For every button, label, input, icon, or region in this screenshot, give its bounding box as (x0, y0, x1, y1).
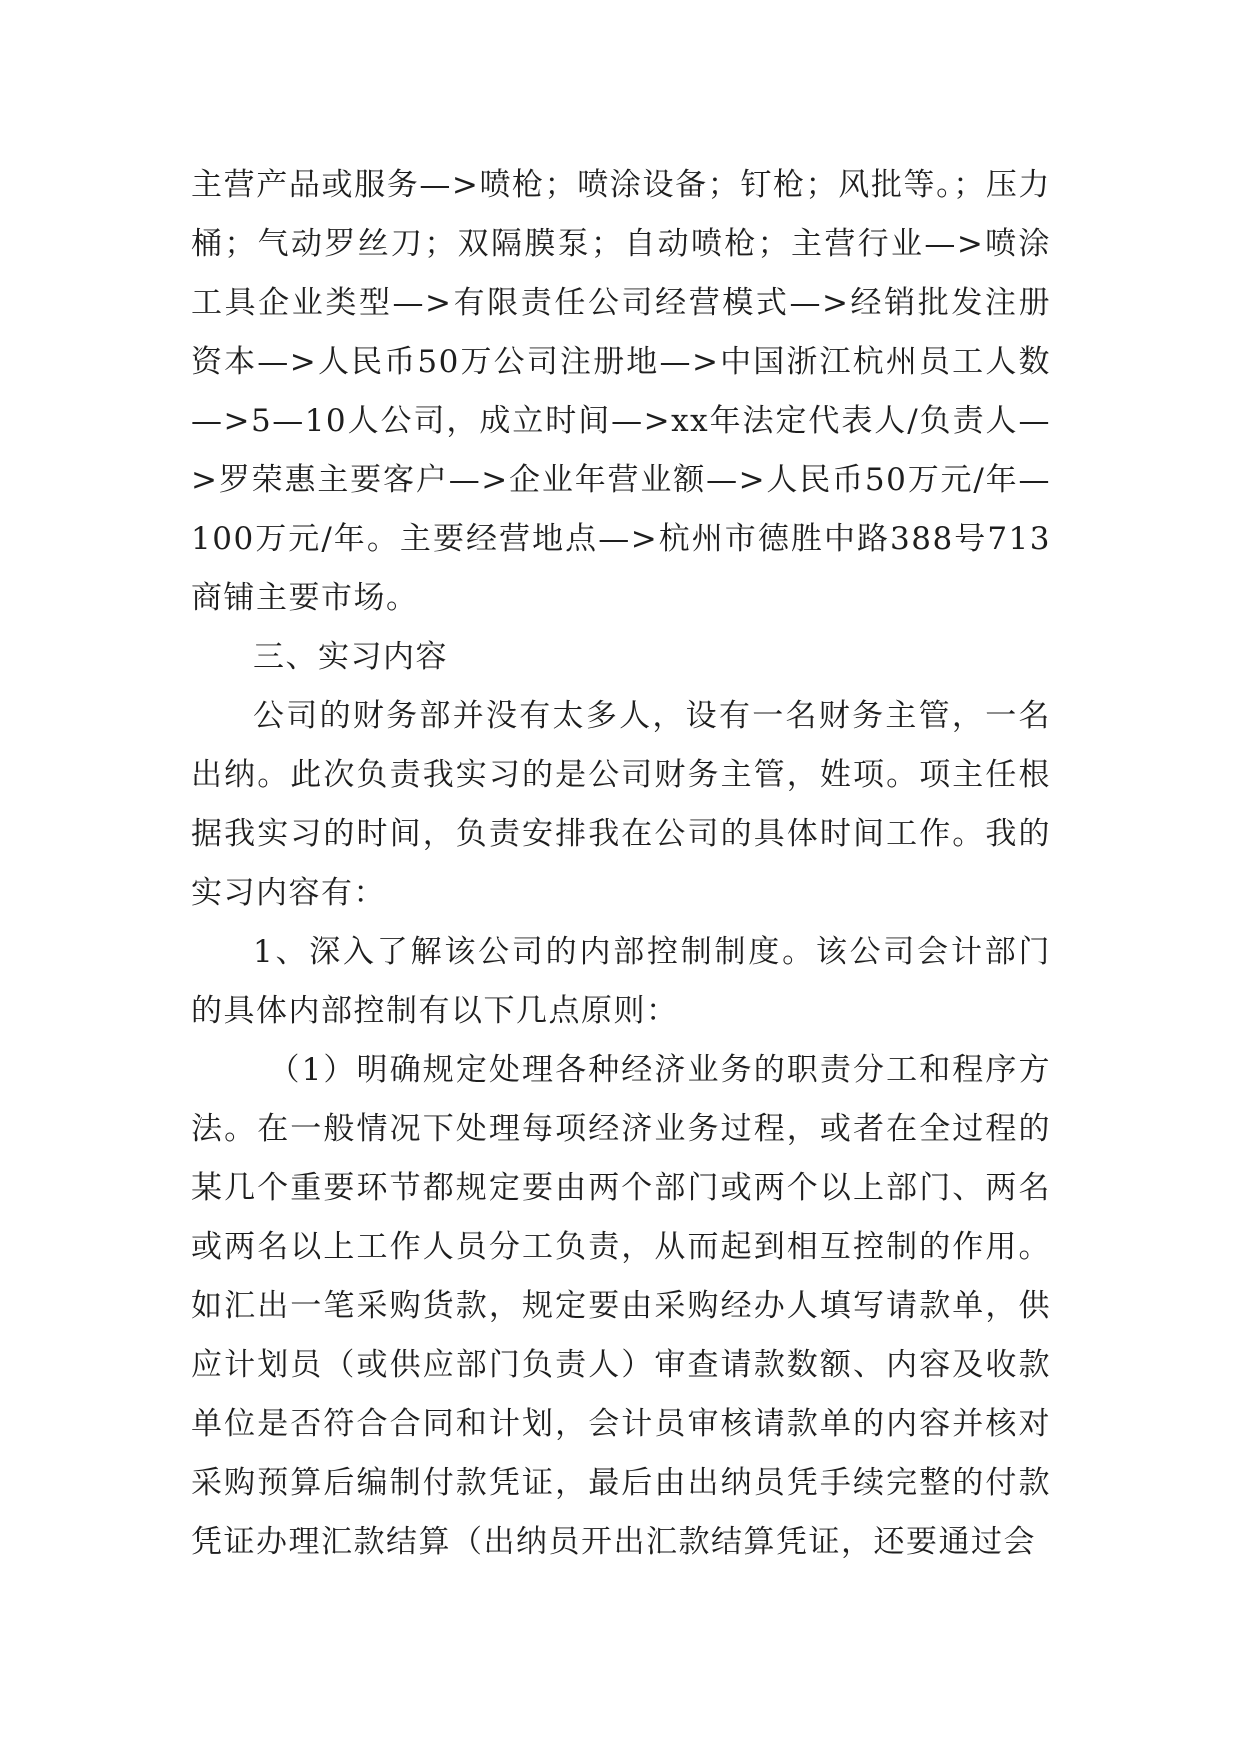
paragraph-company-info: 主营产品或服务—>喷枪；喷涂设备；钉枪；风批等。；压力桶；气动罗丝刀；双隔膜泵；自动喷枪；主营行业—>喷涂工具企业类型—>有限责任公司经营模式—>经销批发注册资本—>人民币50万公司注册地—>中国浙江杭州员工人数—>5—10人公司，成立时间—>xx年法定代表人/负责人—>罗荣惠主要客户—>企业年营业额—>人民币50万元/年—100万元/年。主要经营地点—>杭州市德胜中路388号713商铺主要市场。 (191, 167, 1051, 616)
document-body (191, 156, 1051, 1572)
paragraph-responsibility-division: （1）明确规定处理各种经济业务的职责分工和程序方法。在一般情况下处理每项经济业务过程，或者在全过程的某几个重要环节都规定要由两个部门或两个以上部门、两名或两名以上工作人员分工负责，从而起到相互控制的作用。如汇出一笔采购货款，规定要由采购经办人填写请款单，供应计划员（或供应部门负责人）审查请款数额、内容及收款单位是否符合合同和计划，会计员审核请款单的内容并核对采购预算后编制付款凭证，最后由出纳员凭手续完整的付款凭证办理汇款结算（出纳员开出汇款结算凭证，还要通过会 (191, 1052, 1051, 1560)
paragraph-internal-control: 1、深入了解该公司的内部控制制度。该公司会计部门的具体内部控制有以下几点原则： (191, 934, 1051, 1029)
section-heading-internship-content: 三、实习内容 (253, 639, 448, 675)
paragraph-finance-department: 公司的财务部并没有太多人，设有一名财务主管，一名出纳。此次负责我实习的是公司财务主管，姓项。项主任根据我实习的时间，负责安排我在公司的具体时间工作。我的实习内容有： (191, 698, 1051, 911)
